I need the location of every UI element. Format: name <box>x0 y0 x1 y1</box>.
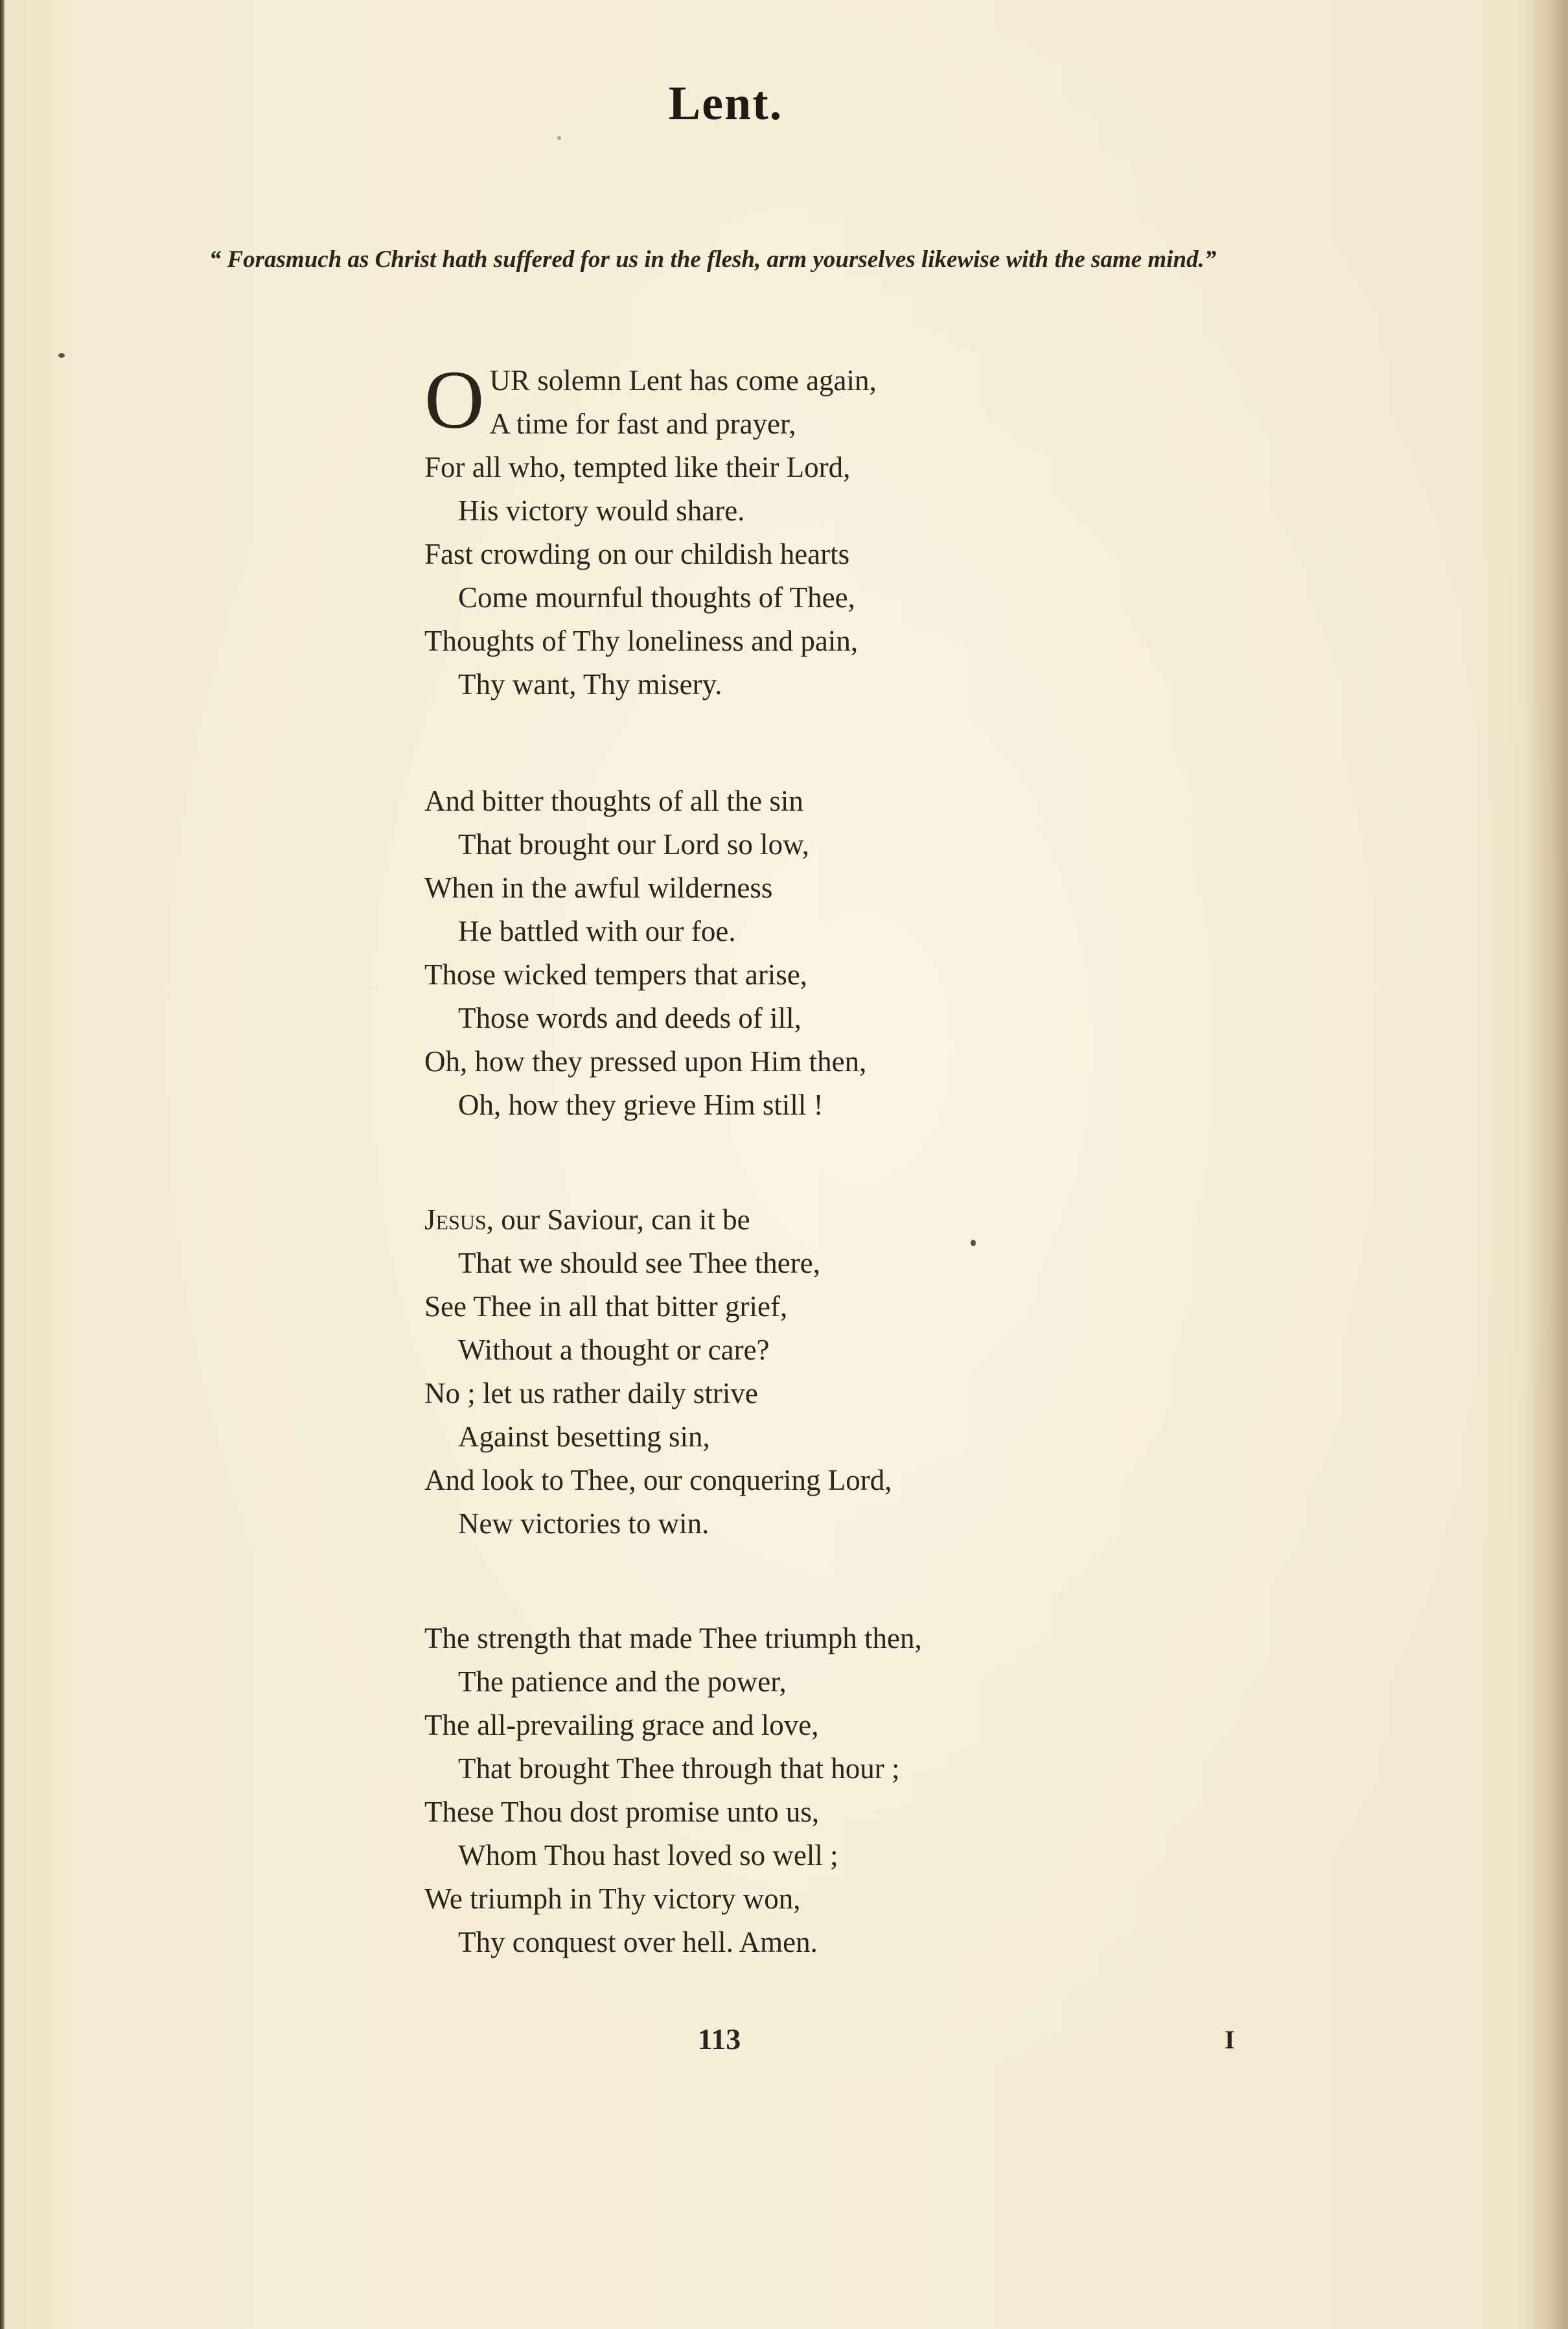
verse-line: Those wicked tempers that arise, <box>424 958 808 991</box>
verse-3 <box>424 1198 1202 1546</box>
verse-line: His victory would share. <box>458 494 745 527</box>
verse-line: These Thou dost promise unto us, <box>424 1796 820 1828</box>
small-caps-word: Jesus <box>424 1203 487 1236</box>
verse-1 <box>424 354 1202 706</box>
verse-line: UR solemn Lent has come again, <box>489 364 877 397</box>
verse-line: Those words and deeds of ill, <box>458 1002 801 1034</box>
verse-4 <box>424 1617 1202 1964</box>
verse-line: The all-prevailing grace and love, <box>424 1709 819 1741</box>
epigraph: “ Forasmuch as Christ hath suffered for us in the flesh, arm yourselves likewise with the same mind.” <box>209 246 1217 273</box>
verse-line: Without a thought or care? <box>458 1334 770 1366</box>
verse-line: That we should see Thee there, <box>458 1247 820 1279</box>
verse-line: Whom Thou hast loved so well ; <box>458 1839 838 1871</box>
verse-line: See Thee in all that bitter grief, <box>424 1290 788 1323</box>
verse-line: That brought Thee through that hour ; <box>458 1752 900 1785</box>
verse-line: Thoughts of Thy loneliness and pain, <box>424 625 859 657</box>
ink-speck <box>971 1240 976 1246</box>
verse-line: New victories to win. <box>458 1507 709 1540</box>
verse-line: Come mournful thoughts of Thee, <box>458 581 855 614</box>
verse-line: Fast crowding on our childish hearts <box>424 538 850 570</box>
verse-line: That brought our Lord so low, <box>458 828 809 861</box>
signature-mark: I <box>1225 2025 1235 2054</box>
verse-line: We triumph in Thy victory won, <box>424 1883 801 1915</box>
verse-line: The strength that made Thee triumph then, <box>424 1622 922 1654</box>
page-number: 113 <box>697 2022 741 2056</box>
verse-line: Against besetting sin, <box>458 1420 710 1453</box>
page-left-edge <box>0 0 5 2329</box>
verse-line: Oh, how they grieve Him still ! <box>458 1089 824 1121</box>
drop-cap: O <box>424 354 485 446</box>
page-title: Lent. <box>668 77 783 130</box>
ink-speck <box>58 353 65 358</box>
verse-line: When in the awful wilderness <box>424 872 773 904</box>
ink-speck <box>557 136 561 140</box>
page-right-edge-shadow <box>1523 0 1568 2329</box>
verse-line: The patience and the power, <box>458 1665 787 1698</box>
verse-line: He battled with our foe. <box>458 915 736 947</box>
verse-line: Thy conquest over hell. Amen. <box>458 1926 818 1958</box>
verse-line: And bitter thoughts of all the sin <box>424 785 803 817</box>
verse-2 <box>424 780 1202 1127</box>
verse-line: For all who, tempted like their Lord, <box>424 451 851 483</box>
verse-line: And look to Thee, our conquering Lord, <box>424 1464 892 1496</box>
verse-line <box>424 1198 1202 1242</box>
verse-line: Oh, how they pressed upon Him then, <box>424 1045 867 1078</box>
verse-line-rest: , our Saviour, can it be <box>486 1203 750 1236</box>
verse-line: Thy want, Thy misery. <box>458 668 722 701</box>
verse-line: A time for fast and prayer, <box>489 408 796 440</box>
verse-line: No ; let us rather daily strive <box>424 1377 758 1409</box>
